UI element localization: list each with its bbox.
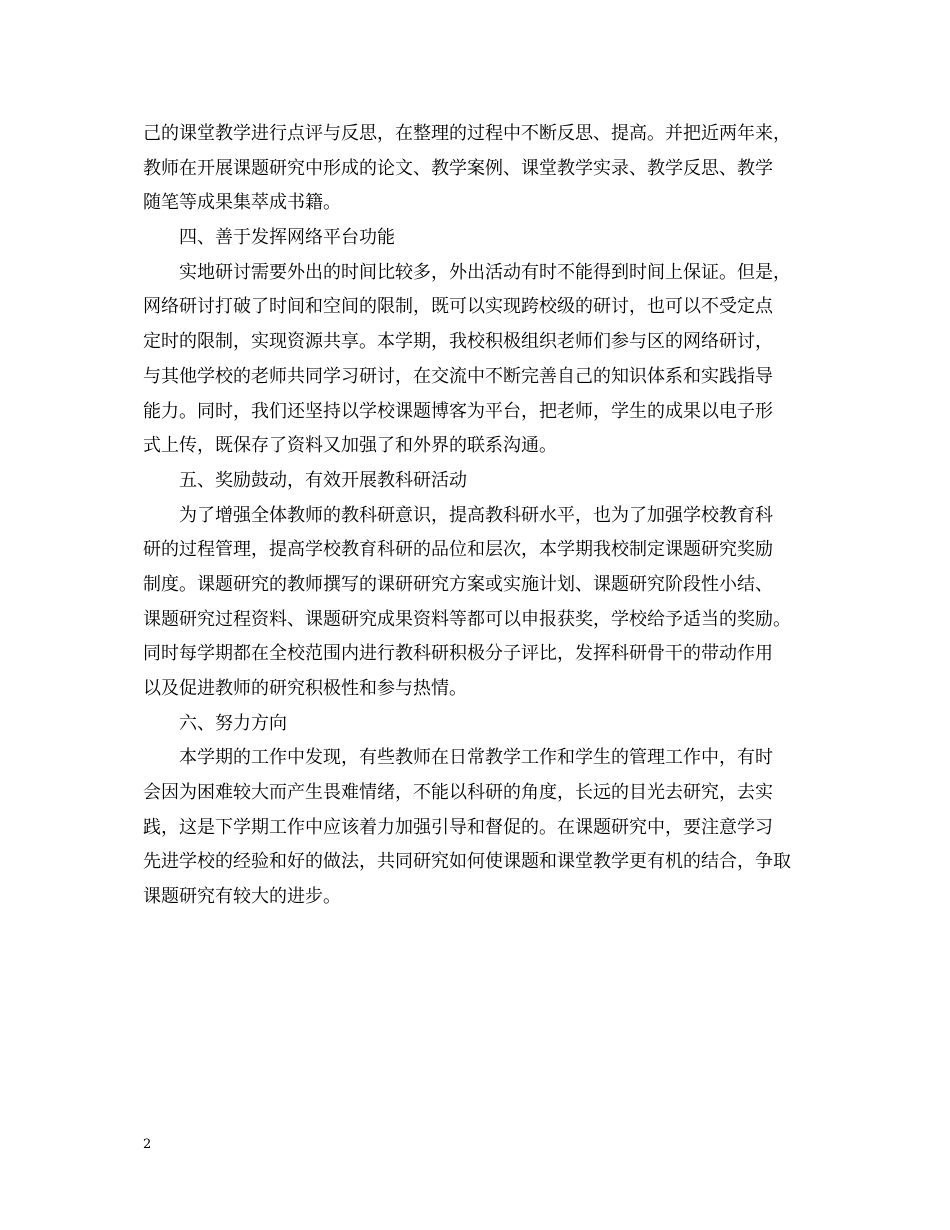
text-line-15: 课题研究过程资料、课题研究成果资料等都可以申报获奖，学校给予适当的奖励。	[143, 608, 791, 630]
text-line-7: 定时的限制，实现资源共享。本学期，我校积极组织老师们参与区的网络研讨，	[143, 331, 773, 353]
text-line-1: 己的课堂教学进行点评与反思，在整理的过程中不断反思、提高。并把近两年来，	[143, 123, 791, 144]
document-body	[143, 117, 813, 915]
text-line-10: 式上传，既保存了资料又加强了和外界的联系沟通。	[143, 435, 557, 457]
text-line-8: 与其他学校的老师共同学习研讨，在交流中不断完善自己的知识体系和实践指导	[143, 365, 773, 387]
text-line-6: 网络研讨打破了时间和空间的限制，既可以实现跨校级的研讨，也可以不受定点	[143, 296, 773, 318]
text-line-14: 制度。课题研究的教师撰写的课研研究方案或实施计划、课题研究阶段性小结、	[143, 573, 773, 595]
text-line-16: 同时每学期都在全校范围内进行教科研积极分子评比，发挥科研骨干的带动作用	[143, 643, 773, 665]
text-line-13: 研的过程管理，提高学校教育科研的品位和层次，本学期我校制定课题研究奖励	[143, 539, 773, 561]
text-line-2: 教师在开展课题研究中形成的论文、教学案例、课堂教学实录、教学反思、教学	[143, 157, 773, 179]
text-line-19: 本学期的工作中发现，有些教师在日常教学工作和学生的管理工作中，有时	[179, 747, 773, 769]
section-heading-5: 五、奖励鼓动，有效开展教科研活动	[179, 469, 467, 491]
text-line-17: 以及促进教师的研究积极性和参与热情。	[143, 678, 467, 699]
text-line-5: 实地研讨需要外出的时间比较多，外出活动有时不能得到时间上保证。但是，	[179, 261, 791, 283]
page-number: 2	[143, 1137, 152, 1152]
text-line-20: 会因为困难较大而产生畏难情绪，不能以科研的角度，长远的目光去研究，去实	[143, 782, 773, 804]
text-line-9: 能力。同时，我们还坚持以学校课题博客为平台，把老师，学生的成果以电子形	[143, 400, 773, 422]
section-heading-4: 四、善于发挥网络平台功能	[179, 227, 395, 249]
section-heading-6: 六、努力方向	[179, 712, 287, 734]
text-line-12: 为了增强全体教师的教科研意识，提高教科研水平，也为了加强学校教育科	[179, 504, 773, 526]
text-line-21: 践，这是下学期工作中应该着力加强引导和督促的。在课题研究中，要注意学习	[143, 816, 773, 838]
text-line-23: 课题研究有较大的进步。	[143, 886, 341, 908]
text-line-3: 随笔等成果集萃成书籍。	[143, 192, 341, 214]
text-line-22: 先进学校的经验和好的做法，共同研究如何使课题和课堂教学更有机的结合，争取	[143, 851, 791, 873]
